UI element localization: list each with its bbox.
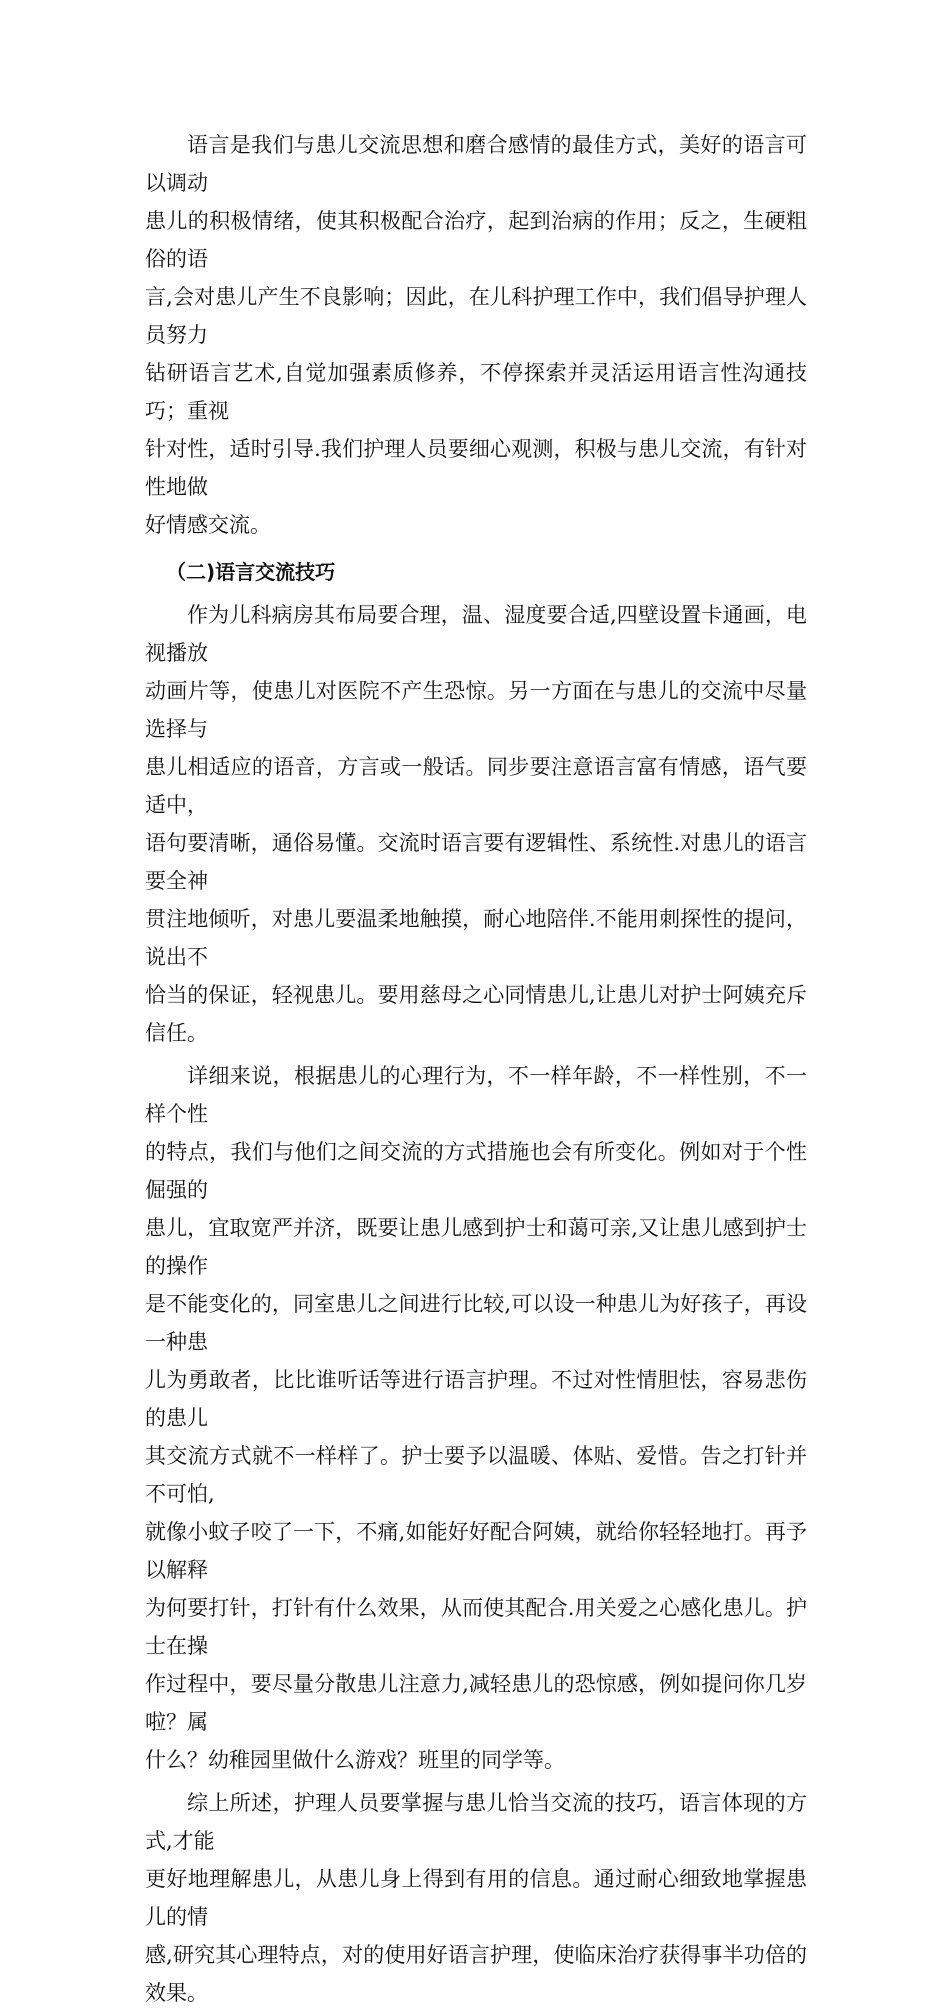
section-heading: （二)语言交流技巧 (166, 560, 336, 584)
text-line: 就像小蚊子咬了一下，不痛,如能好好配合阿姨，就给你轻轻地打。再予以解释 (145, 1520, 807, 1582)
text-line: 更好地理解患儿，从患儿身上得到有用的信息。通过耐心细致地掌握患儿的情 (145, 1867, 807, 1929)
paragraph-ward-environment (145, 596, 807, 1052)
text-line: 综上所述，护理人员要掌握与患儿恰当交流的技巧，语言体现的方式,才能 (145, 1791, 807, 1853)
paragraph-individual-approach (145, 1057, 807, 1779)
text-line: 语句要清晰，通俗易懂。交流时语言要有逻辑性、系统性.对患儿的语言要全神 (145, 831, 807, 893)
text-line: 钻研语言艺术,自觉加强素质修养，不停探索并灵活运用语言性沟通技巧；重视 (145, 361, 807, 423)
text-line: 的特点，我们与他们之间交流的方式措施也会有所变化。例如对于个性倔强的 (145, 1140, 807, 1202)
text-line: 作过程中，要尽量分散患儿注意力,减轻患儿的恐惊感，例如提问你几岁啦？属 (145, 1672, 807, 1734)
text-line: 言,会对患儿产生不良影响；因此，在儿科护理工作中，我们倡导护理人员努力 (145, 285, 807, 347)
paragraph-language-importance (145, 126, 807, 544)
text-line: 感,研究其心理特点，对的使用好语言护理，使临床治疗获得事半功倍的效果。 (145, 1943, 807, 2005)
text-line: 针对性，适时引导.我们护理人员要细心观测，积极与患儿交流，有针对性地做 (145, 437, 807, 499)
text-line: 动画片等，使患儿对医院不产生恐惊。另一方面在与患儿的交流中尽量选择与 (145, 679, 807, 741)
paragraph-conclusion (145, 1784, 807, 2012)
text-line: 儿为勇敢者，比比谁听话等进行语言护理。不过对性情胆怯，容易悲伤的患儿 (145, 1368, 807, 1430)
text-line: 为何要打针，打针有什么效果，从而使其配合.用关爱之心感化患儿。护士在操 (145, 1596, 807, 1658)
text-line: 详细来说，根据患儿的心理行为，不一样年龄，不一样性别，不一样个性 (145, 1064, 807, 1126)
text-line: 是不能变化的，同室患儿之间进行比较,可以设一种患儿为好孩子，再设一种患 (145, 1292, 807, 1354)
text-line: 患儿的积极情绪，使其积极配合治疗，起到治病的作用；反之，生硬粗俗的语 (145, 209, 807, 271)
text-line: 其交流方式就不一样样了。护士要予以温暖、体贴、爱惜。告之打针并不可怕, (145, 1444, 807, 1506)
text-line: 患儿相适应的语音，方言或一般话。同步要注意语言富有情感，语气要适中， (145, 755, 807, 817)
text-line: 患儿，宜取宽严并济，既要让患儿感到护士和蔼可亲,又让患儿感到护士的操作 (145, 1216, 807, 1278)
text-line: 好情感交流。 (145, 513, 271, 537)
text-line: 贯注地倾听，对患儿要温柔地触摸，耐心地陪伴.不能用刺探性的提问，说出不 (145, 907, 807, 969)
text-line: 作为儿科病房其布局要合理，温、湿度要合适,四壁设置卡通画，电视播放 (145, 603, 807, 665)
text-line: 恰当的保证，轻视患儿。要用慈母之心同情患儿,让患儿对护士阿姨充斥信任。 (145, 983, 807, 1045)
document-page (145, 126, 807, 2012)
text-line: 什么？幼稚园里做什么游戏？班里的同学等。 (145, 1748, 565, 1772)
text-line: 语言是我们与患儿交流思想和磨合感情的最佳方式，美好的语言可以调动 (145, 133, 807, 195)
